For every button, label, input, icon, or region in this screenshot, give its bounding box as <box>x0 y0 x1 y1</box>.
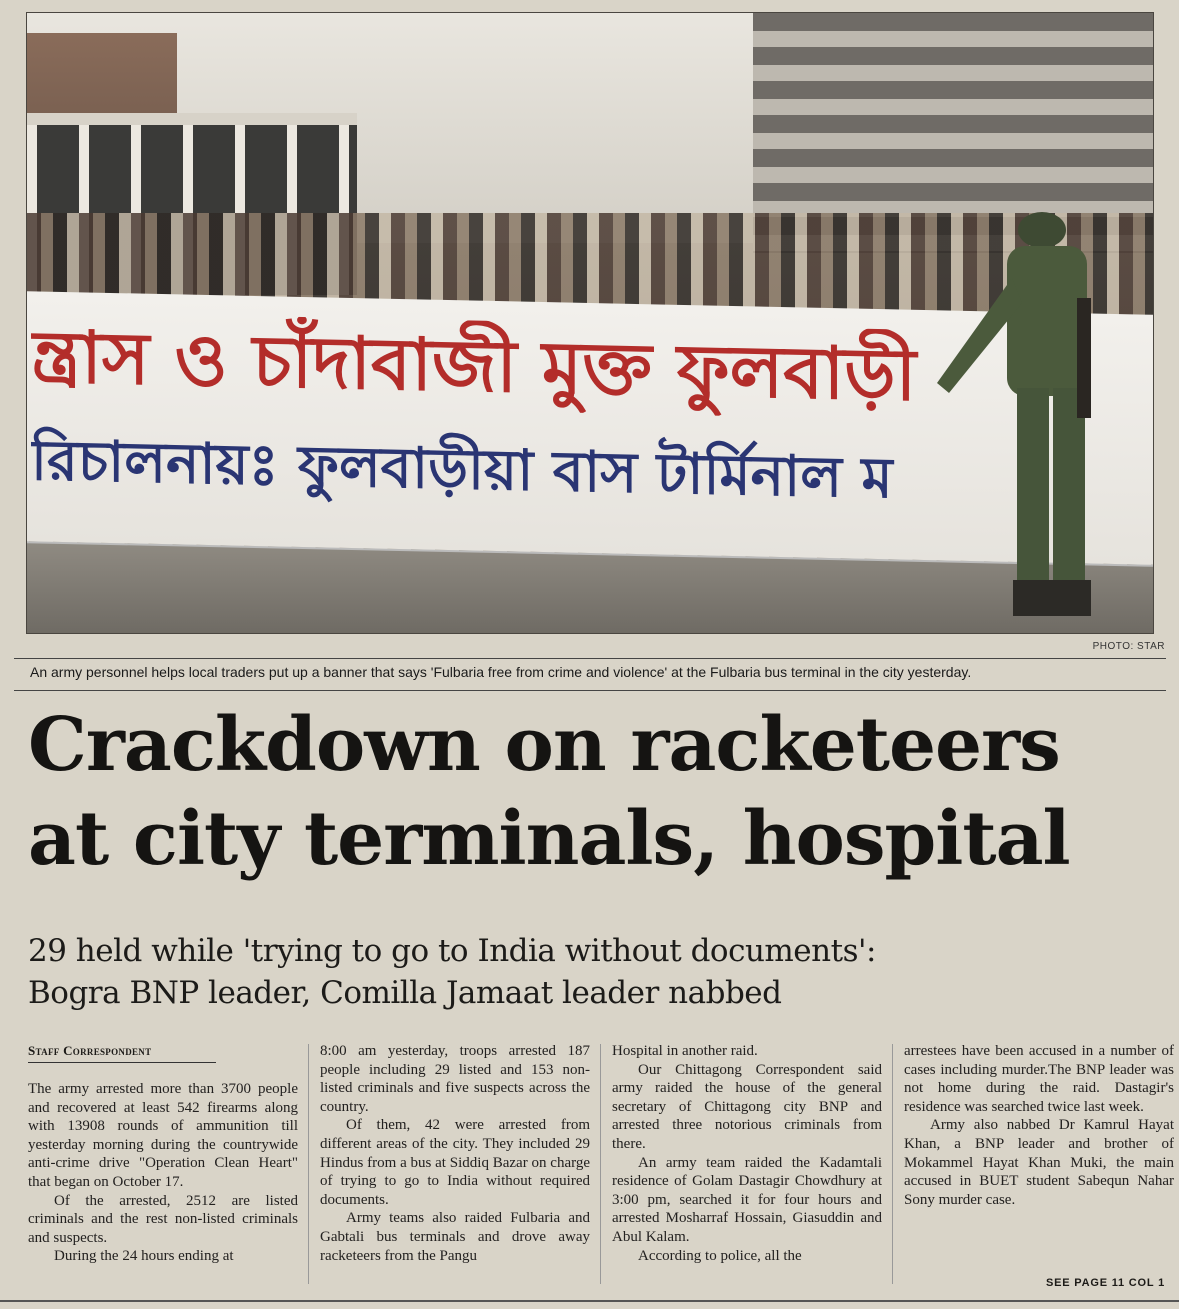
subheadline <box>28 930 1158 1014</box>
caption-bottom-rule <box>14 690 1166 691</box>
headline-line-1: Crackdown on racketeers <box>28 702 1060 788</box>
photo-credit: PHOTO: STAR <box>1092 641 1165 652</box>
paragraph: Of the arrested, 2512 are listed criminals and the rest non-listed criminals and suspects. <box>28 1192 298 1246</box>
paragraph: Hospital in another raid. <box>612 1043 758 1059</box>
headline-line-2: at city terminals, hospital <box>28 796 1070 882</box>
paragraph: Of them, 42 were arrested from different areas of the city. They included 29 Hindus from a bus at Siddiq Bazar on charge of trying to go to India without required documents. <box>320 1117 590 1208</box>
soldier-figure <box>927 208 1102 628</box>
article-column-3 <box>612 1042 882 1265</box>
paragraph: arrestees have been accused in a number of cases including murder.The BNP leader was not home during the raid. Dastagir's residence was searched twice last week. <box>904 1043 1174 1115</box>
paragraph: The army arrested more than 3700 people and recovered at least 542 firearms along with 13908 rounds of ammunition till yesterday morning during the countrywide anti-crime drive "Operation Clean Heart" that began on October 17. <box>28 1081 298 1190</box>
article-column-4 <box>904 1042 1174 1209</box>
paragraph: Our Chittagong Correspondent said army raided the house of the general secretary of Chittagong city BNP and arrested three notorious criminals from there. <box>612 1061 882 1152</box>
article-column-2 <box>320 1042 590 1265</box>
paragraph: 8:00 am yesterday, troops arrested 187 people including 29 listed and 153 non-listed criminals and five suspects across the country. <box>320 1043 590 1115</box>
article-column-1 <box>28 1080 298 1266</box>
jump-line: SEE PAGE 11 COL 1 <box>1046 1277 1165 1289</box>
column-divider <box>892 1044 893 1284</box>
banner-text-line1: ন্ত্রাস ও চাঁদাবাজী মুক্ত ফুলবাড়ী <box>31 314 917 417</box>
subhead-line-1: 29 held while 'trying to go to India without documents': <box>28 933 876 969</box>
news-photo <box>26 12 1154 634</box>
bottom-rule <box>0 1300 1179 1302</box>
paragraph: During the 24 hours ending at <box>54 1248 234 1265</box>
subhead-line-2: Bogra BNP leader, Comilla Jamaat leader nabbed <box>28 975 782 1011</box>
byline: Staff Correspondent <box>28 1043 216 1063</box>
paragraph: An army team raided the Kadamtali residence of Golam Dastagir Chowdhury at 3:00 pm, searched it for four hours and arrested Mosharraf Hossain, Giasuddin and Abul Kalam. <box>612 1154 882 1245</box>
paragraph: According to police, all the <box>638 1247 802 1264</box>
headline <box>28 698 1158 886</box>
photo-caption: An army personnel helps local traders put up a banner that says 'Fulbaria free from crime and violence' at the Fulbaria bus terminal in the city yesterday. <box>30 664 972 680</box>
column-divider <box>600 1044 601 1284</box>
column-divider <box>308 1044 309 1284</box>
paragraph: Army teams also raided Fulbaria and Gabtali bus terminals and drove away racketeers from the Pangu <box>320 1210 590 1264</box>
banner-text-line2: রিচালনায়ঃ ফুলবাড়ীয়া বাস টার্মিনাল ম <box>31 428 893 512</box>
caption-top-rule <box>14 658 1166 659</box>
paragraph: Army also nabbed Dr Kamrul Hayat Khan, a BNP leader and brother of Mokammel Hayat Khan Muki, the main accused in BUET student Sabequn Nahar Sony murder case. <box>904 1117 1174 1208</box>
